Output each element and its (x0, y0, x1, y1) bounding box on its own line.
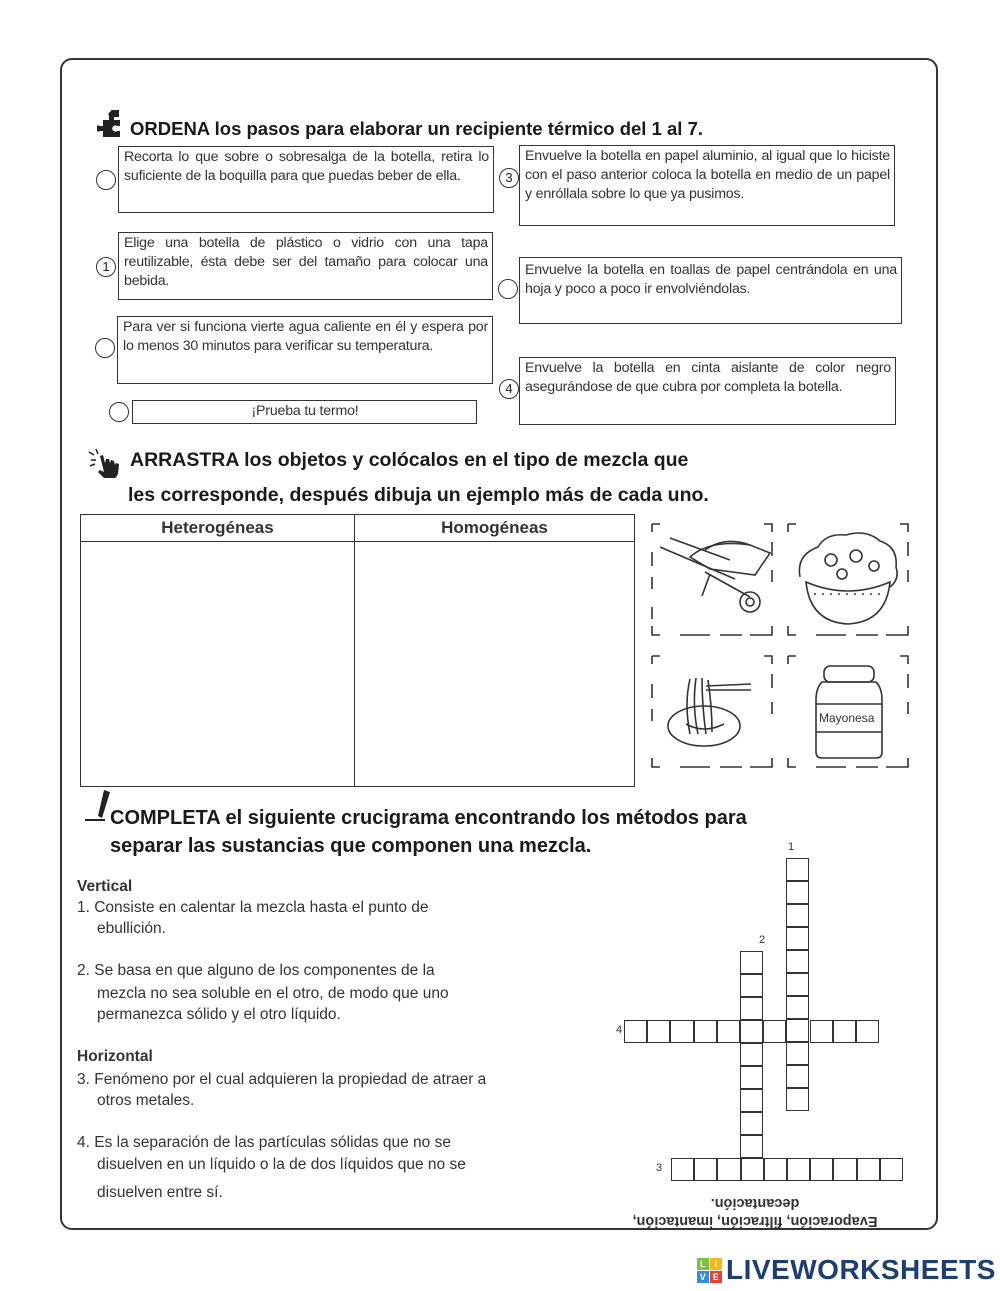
crossword-cell[interactable] (833, 1020, 856, 1043)
order-input[interactable] (95, 338, 115, 358)
crossword-cell[interactable] (740, 974, 763, 997)
salad-bowl-icon (786, 522, 910, 636)
clue-2-line: mezcla no sea soluble en el otro, de modo que uno (97, 985, 449, 1002)
crossword-cell[interactable] (786, 1019, 809, 1042)
crossword-cell[interactable] (786, 996, 809, 1019)
step-box[interactable]: Envuelve la botella en cinta aislante de color negro asegurándose de que cubra por completa la botella. (519, 357, 896, 425)
draggable-spaghetti[interactable] (650, 654, 774, 768)
section1-title: ORDENA los pasos para elaborar un recipiente térmico del 1 al 7. (130, 118, 704, 139)
order-input[interactable] (96, 170, 116, 190)
step-box[interactable]: ¡Prueba tu termo! (132, 400, 477, 424)
spaghetti-plate-icon (650, 654, 774, 768)
logo-letter: E (710, 1271, 722, 1283)
draggable-mayonnaise[interactable] (786, 654, 910, 768)
crossword-cell[interactable] (786, 881, 809, 904)
jar-label: Mayonesa (819, 711, 875, 725)
mixture-table (80, 514, 635, 787)
crossword-cell[interactable] (740, 1066, 763, 1089)
word-bank-line: Evaporación, filtración, imantación, (632, 1213, 878, 1229)
clue-2-line: permanezca sólido y el otro líquido. (97, 1006, 341, 1023)
crossword-cell[interactable] (694, 1020, 717, 1043)
drag-hand-icon (86, 446, 124, 478)
crossword-cell[interactable] (880, 1158, 903, 1181)
crossword-cell[interactable] (647, 1020, 670, 1043)
crossword-cell[interactable] (810, 1020, 833, 1043)
drop-zone-homogeneous[interactable] (355, 542, 635, 787)
crossword-cell[interactable] (740, 1135, 763, 1158)
crossword-cell[interactable] (670, 1020, 693, 1043)
crossword-cell[interactable] (786, 973, 809, 996)
draggable-salad[interactable] (786, 522, 910, 636)
crossword-cell[interactable] (786, 1088, 809, 1111)
word-bank-line: decantación. (710, 1195, 800, 1211)
crossword-cell[interactable] (857, 1158, 880, 1181)
crossword-cell[interactable] (740, 1089, 763, 1112)
clue-2-line: 2. Se basa en que alguno de los componentes de la (77, 962, 435, 979)
crossword-number-3: 3 (656, 1162, 663, 1174)
crossword-number-1: 1 (788, 841, 795, 853)
draggable-wheelbarrow[interactable] (650, 522, 774, 636)
logo-mark-icon (697, 1258, 722, 1283)
clue-4-line: disuelven entre sí. (97, 1184, 223, 1201)
section2-title-line1: ARRASTRA los objetos y colócalos en el tipo de mezcla que (130, 449, 689, 471)
crossword-cell[interactable] (786, 858, 809, 881)
clue-4-line: 4. Es la separación de las partículas sólidas que no se (77, 1134, 451, 1151)
puzzle-icon (97, 108, 127, 138)
drop-zone-heterogeneous[interactable] (81, 542, 355, 787)
crossword-cell[interactable] (671, 1158, 694, 1181)
order-input[interactable] (498, 279, 518, 299)
order-input[interactable]: 1 (96, 257, 116, 277)
crossword-cell[interactable] (764, 1158, 787, 1181)
order-input[interactable]: 3 (499, 168, 519, 188)
brand-name: LIVEWORKSHEETS (726, 1254, 996, 1285)
crossword-cell[interactable] (694, 1158, 717, 1181)
crossword-cell[interactable] (786, 950, 809, 973)
crossword-cell[interactable] (856, 1020, 879, 1043)
order-input[interactable] (109, 402, 129, 422)
column-header-heterogeneous: Heterogéneas (81, 515, 355, 542)
horizontal-heading: Horizontal (77, 1048, 153, 1065)
step-box[interactable]: Para ver si funciona vierte agua caliente en él y espera por lo menos 30 minutos para verificar su temperatura. (117, 316, 493, 384)
crossword-cell[interactable] (833, 1158, 856, 1181)
crossword-cell[interactable] (740, 1020, 763, 1043)
step-box[interactable]: Elige una botella de plástico o vidrio con una tapa reutilizable, ésta debe ser del tamaño para colocar una bebida. (118, 232, 493, 300)
section3-title-line2: separar las sustancias que componen una mezcla. (110, 835, 592, 857)
crossword-cell[interactable] (740, 1112, 763, 1135)
step-box[interactable]: Envuelve la botella en papel aluminio, al igual que lo hiciste con el paso anterior coloca la botella en medio de un papel y enróllala sobre lo que ya pusimos. (519, 145, 895, 226)
crossword-cell[interactable] (740, 997, 763, 1020)
clue-3-line: otros metales. (97, 1092, 195, 1109)
crossword-cell[interactable] (786, 927, 809, 950)
crossword-cell[interactable] (786, 1042, 809, 1065)
crossword-cell[interactable] (786, 904, 809, 927)
step-box[interactable]: Envuelve la botella en toallas de papel centrándola en una hoja y poco a poco ir envolviéndolas. (519, 257, 902, 324)
logo-letter: V (697, 1271, 709, 1283)
clue-4-line: disuelven en un líquido o la de dos líquidos que no se (97, 1156, 466, 1173)
column-header-homogeneous: Homogéneas (355, 515, 635, 542)
clue-1-line: 1. Consiste en calentar la mezcla hasta el punto de (77, 899, 429, 916)
crossword-cell[interactable] (810, 1158, 833, 1181)
logo-letter: L (697, 1258, 709, 1270)
word-bank-upside-down (600, 1194, 910, 1230)
crossword-cell[interactable] (624, 1020, 647, 1043)
crossword-cell[interactable] (717, 1020, 740, 1043)
vertical-heading: Vertical (77, 878, 133, 895)
order-input[interactable]: 4 (499, 379, 519, 399)
crossword-cell[interactable] (740, 951, 763, 974)
crossword-cell[interactable] (740, 1043, 763, 1066)
step-box[interactable]: Recorta lo que sobre o sobresalga de la botella, retira lo suficiente de la boquilla para que puedas beber de ella. (118, 146, 494, 213)
crossword-cell[interactable] (787, 1158, 810, 1181)
crossword-number-4: 4 (616, 1024, 623, 1036)
crossword-cell[interactable] (717, 1158, 740, 1181)
section3-title-line1: COMPLETA el siguiente crucigrama encontrando los métodos para (110, 807, 747, 829)
liveworksheets-logo (697, 1254, 996, 1286)
crossword-cell[interactable] (786, 1065, 809, 1088)
clue-3-line: 3. Fenómeno por el cual adquieren la propiedad de atraer a (77, 1071, 487, 1088)
crossword-cell[interactable] (741, 1158, 764, 1181)
clue-1-line: ebullición. (97, 920, 166, 937)
section2-title-line2: les corresponde, después dibuja un ejemplo más de cada uno. (128, 484, 709, 506)
wheelbarrow-icon (650, 522, 774, 636)
crossword-cell[interactable] (763, 1020, 786, 1043)
crossword-number-2: 2 (759, 934, 766, 946)
logo-letter: I (710, 1258, 722, 1270)
